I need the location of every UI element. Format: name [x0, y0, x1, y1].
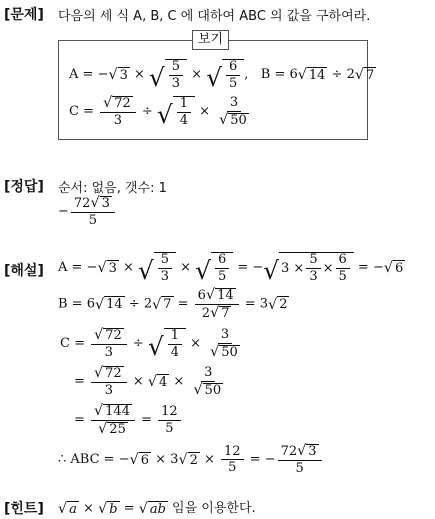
explanation-line-a: A = − √ 3 × √ $\frac{5}{3}$ × √ $\frac{6}{5}$ = − √ 3 × $\frac{5}{3}$ × $\frac{6}{5}$ = − √ 6	[58, 252, 404, 285]
answer-value: − 72 √ 3 5	[58, 196, 117, 227]
hint-label: [힌트]	[4, 501, 44, 517]
explanation-line-c2: = √ 72 3 × √ 4 × 3 √ 50	[74, 365, 222, 398]
given-line-ab: A = − √ 3 × √ $\frac{5}{3}$ × √ $\frac{6}{5}$ , B = 6 √ 14 ÷ 2 √ 7	[69, 59, 375, 92]
given-box	[58, 32, 375, 140]
explanation-label: [해설]	[4, 263, 44, 279]
explanation-line-c3: = √ 144 √ 25 = $\frac{12}{5}$	[74, 404, 183, 436]
answer-label: [정답]	[4, 179, 44, 195]
answer-meta: 순서: 없음, 갯수: 1	[58, 181, 167, 196]
given-box-title: 보기	[192, 30, 229, 50]
hint-text: √ a × √ b = √ ab 임을 이용한다.	[58, 501, 256, 518]
explanation-line-b: B = 6 √ 14 ÷ 2 √ 7 = 6 √ 14 2 √ 7 = 3 √ 2	[58, 287, 288, 321]
explanation-line-c1: C = √ 72 3 ÷ √ $\frac{1}{4}$ × 3 √ 50	[60, 327, 238, 361]
explanation-line-abc: ∴ ABC = − √ 6 × 3 √ 2 × $\frac{12}{5}$ = − 72 √ 3 5	[58, 444, 324, 475]
problem-label: [문제]	[4, 7, 44, 23]
given-line-c: C = √ 72 3 ÷ √ $\frac{1}{4}$ × 3 √ 50	[69, 95, 247, 129]
problem-text: 다음의 세 식 A, B, C 에 대하여 ABC 의 값을 구하여라.	[58, 9, 371, 24]
hint-suffix: 임을 이용한다.	[172, 501, 256, 516]
